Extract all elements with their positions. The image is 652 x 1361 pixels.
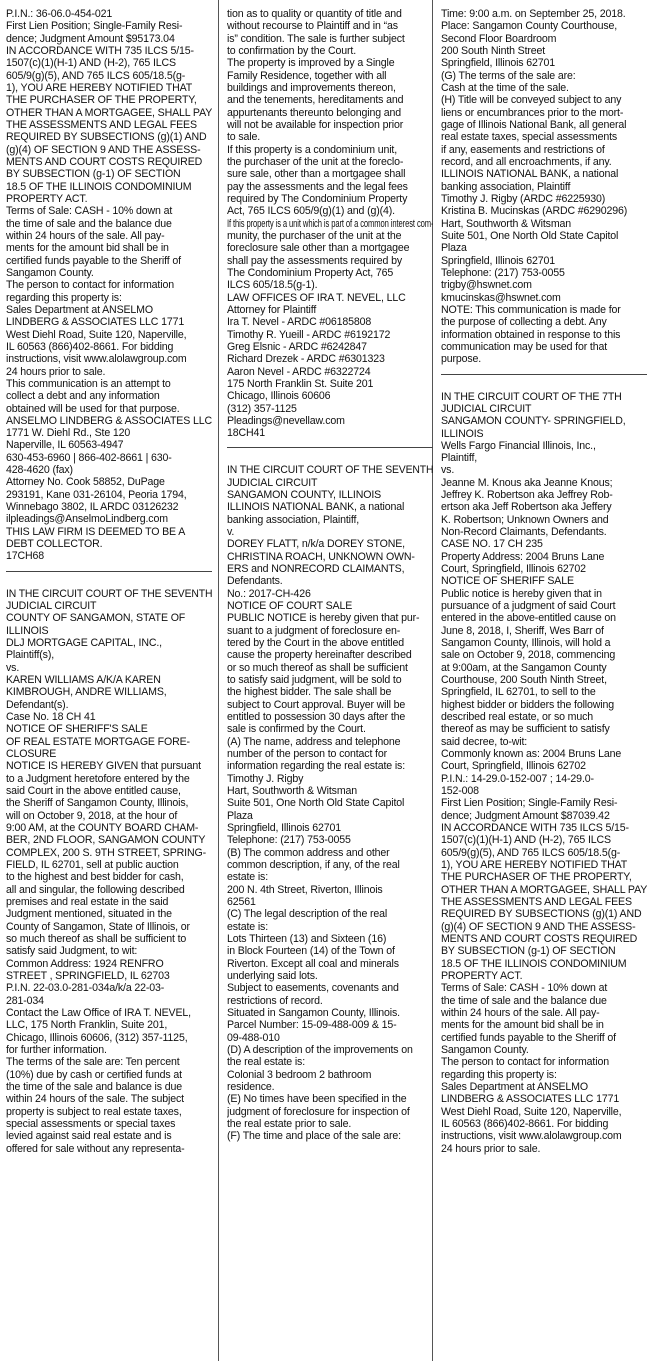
notice-line: Hart, Southworth & Witsman	[441, 217, 572, 230]
notice-line: ilpleadings@AnselmoLindberg.com	[6, 513, 168, 526]
notice-line: sure sale, other than a mortgagee shall	[227, 168, 406, 181]
notice-line: Sangamon County.	[6, 266, 94, 279]
notice-line: ILLINOIS NATIONAL BANK, a national	[441, 168, 619, 181]
notice-line: If this property is a unit which is part of a common interest com-	[227, 217, 433, 230]
notice-line: Non-Record Claimants, Defendants.	[441, 526, 607, 539]
notice-line: West Diehl Road, Suite 120, Naperville,	[441, 1105, 622, 1118]
notice-line: NOTICE OF COURT SALE	[227, 600, 353, 613]
notice-line: vs.	[441, 464, 455, 477]
notice-line: Courthouse, 200 South Ninth Street,	[441, 674, 607, 687]
notice-line: sale is confirmed by the Court.	[227, 723, 366, 736]
notice-line: Suite 501, One North Old State Capitol	[227, 797, 405, 810]
notice-line: KIMBROUGH, ANDRE WILLIAMS,	[6, 686, 167, 699]
notice-line: communication may be used for that	[441, 340, 608, 353]
notice-line: Court, Springfield, Illinois 62702	[441, 563, 586, 576]
notice-line: the time of the sale and balance is due	[6, 1080, 182, 1093]
notice-line: record, and all encroachments, if any.	[441, 155, 612, 168]
notice-line: 18.5 OF THE ILLINOIS CONDOMINIUM	[6, 180, 192, 193]
notice-line: First Lien Position; Single-Family Resi-	[6, 20, 183, 33]
notice-line: so much thereof as shall be sufficient to	[6, 932, 187, 945]
notice-line: SANGAMON COUNTY- SPRINGFIELD,	[441, 415, 626, 428]
notice-line: 1), YOU ARE HEREBY NOTIFIED THAT	[6, 81, 193, 94]
notice-line: to confirmation by the Court.	[227, 44, 357, 57]
notice-line: (F) The time and place of the sale are:	[227, 1130, 401, 1143]
notice-line: ments for the amount bid shall be in	[441, 1019, 604, 1032]
notice-line: 09-488-010	[227, 1031, 280, 1044]
notice-line: THE ASSESSMENTS AND LEGAL FEES	[6, 118, 197, 131]
notice-block	[227, 8, 433, 439]
notice-line: entitled to possession 30 days after the	[227, 711, 406, 724]
notice-line: 18.5 OF THE ILLINOIS CONDOMINIUM	[441, 957, 627, 970]
notice-line: within 24 hours of the sale. The subject	[6, 1093, 184, 1106]
notice-line: Jeanne M. Knous aka Jeanne Knous;	[441, 476, 613, 489]
notice-line: (B) The common address and other	[227, 846, 390, 859]
notice-line: No.: 2017-CH-426	[227, 587, 311, 600]
notice-line: if any, easements and restrictions of	[441, 143, 605, 156]
notice-line: Parcel Number: 15-09-488-009 & 15-	[227, 1019, 397, 1032]
notice-line: Public notice is hereby given that in	[441, 587, 602, 600]
notice-line: Telephone: (217) 753-0055	[227, 834, 351, 847]
notice-line: Plaza	[227, 809, 253, 822]
notice-line: (g)(4) OF SECTION 9 AND THE ASSESS-	[441, 920, 636, 933]
notice-line: 18CH41	[227, 427, 266, 440]
notice-line: 200 N. 4th Street, Riverton, Illinois	[227, 883, 383, 896]
notice-line: Attorney No. Cook 58852, DuPage	[6, 476, 165, 489]
notice-line: tion as to quality or quantity of title and	[227, 8, 402, 20]
notice-line: (312) 357-1125	[227, 402, 297, 415]
notice-line: tered by the Court in the above entitled	[227, 637, 404, 650]
notice-line: Naperville, IL 60563-4947	[6, 439, 124, 452]
notice-line: IN THE CIRCUIT COURT OF THE 7TH	[441, 390, 622, 403]
notice-line: Chicago, Illinois 60606, (312) 357-1125,	[6, 1031, 188, 1044]
notice-line: ANSELMO LINDBERG & ASSOCIATES LLC	[6, 414, 212, 427]
notice-line: Time: 9:00 a.m. on September 25, 2018.	[441, 8, 626, 20]
notice-line: required by The Condominium Property	[227, 192, 408, 205]
notice-line: JUDICIAL CIRCUIT	[441, 402, 532, 415]
notice-line: Winnebago 3802, IL ARDC 03126232	[6, 501, 179, 514]
notice-line: Situated in Sangamon County, Illinois.	[227, 1006, 400, 1019]
notice-line: MENTS AND COURT COSTS REQUIRED	[441, 932, 638, 945]
notice-line: Act, 765 ILCS 605/9(g)(1) and (g)(4).	[227, 205, 395, 218]
notice-line: 1507(c)(1)(H-1) AND (H-2), 765 ILCS	[441, 834, 611, 847]
notice-line: REQUIRED BY SUBSECTIONS (g)(1) AND	[6, 131, 207, 144]
notice-block	[227, 464, 433, 1142]
notice-line: Suite 501, One North Old State Capitol	[441, 229, 619, 242]
notice-line: the Sheriff of Sangamon County, Illinois,	[6, 797, 189, 810]
notice-line: NOTICE OF SHERIFF'S SALE	[6, 723, 148, 736]
notice-line: IL 60563 (866)402-8661. For bidding	[441, 1117, 609, 1130]
notice-line: foreclosure sale other than a mortgagee	[227, 242, 410, 255]
notice-line: certified funds payable to the Sheriff of	[441, 1031, 616, 1044]
notice-line: restrictions of record.	[227, 994, 323, 1007]
notice-line: Springfield, Illinois 62701	[441, 254, 556, 267]
notice-line: Greg Elsnic - ARDC #6242847	[227, 340, 367, 353]
notice-line: IN ACCORDANCE WITH 735 ILCS 5/15-	[6, 44, 194, 57]
notice-line: P.I.N. 22-03.0-281-034a/k/a 22-03-	[6, 982, 165, 995]
notice-line: LAW OFFICES OF IRA T. NEVEL, LLC	[227, 291, 406, 304]
notice-line: BY SUBSECTION (g-1) OF SECTION	[441, 945, 616, 958]
notice-block	[6, 8, 212, 563]
notice-line: KAREN WILLIAMS A/K/A KAREN	[6, 674, 161, 687]
notice-line: PROPERTY ACT.	[441, 969, 523, 982]
notice-line: SANGAMON COUNTY, ILLINOIS	[227, 489, 382, 502]
notice-line: ILLINOIS	[441, 427, 484, 440]
notice-line: LLC, 175 North Franklin, Suite 201,	[6, 1019, 168, 1032]
notice-line: the real estate prior to sale.	[227, 1117, 352, 1130]
notice-line: P.I.N.: 36-06.0-454-021	[6, 8, 113, 20]
notice-line: 1507(c)(1)(H-1) AND (H-2), 765 ILCS	[6, 57, 176, 70]
notice-line: 605/9(g)(5), AND 765 ILCS 605/18.5(g-	[6, 69, 186, 82]
notice-line: 200 South Ninth Street	[441, 44, 546, 57]
notice-line: DOREY FLATT, n/k/a DOREY STONE,	[227, 538, 405, 551]
notice-line: Subject to easements, covenants and	[227, 982, 399, 995]
notice-line: Riverton. Except all coal and minerals	[227, 957, 399, 970]
notice-line: the time of sale and the balance due	[441, 994, 607, 1007]
notice-line: ILLINOIS	[6, 624, 49, 637]
notice-line: THE PURCHASER OF THE PROPERTY,	[6, 94, 197, 107]
notice-line: said decree, to-wit:	[441, 735, 528, 748]
notice-line: Ira T. Nevel - ARDC #06185808	[227, 316, 372, 329]
notice-line: banking association, Plaintiff	[441, 180, 571, 193]
notice-line: Judgment mentioned, situated in the	[6, 908, 172, 921]
notice-line: without recourse to Plaintiff and in “as	[227, 20, 398, 33]
notice-line: residence.	[227, 1080, 275, 1093]
notice-line: the purpose of collecting a debt. Any	[441, 316, 607, 329]
notice-line: estate is:	[227, 871, 269, 884]
notice-line: THE ASSESSMENTS AND LEGAL FEES	[441, 895, 632, 908]
notice-line: certified funds payable to the Sheriff of	[6, 254, 181, 267]
notice-line: Timothy R. Yueill - ARDC #6192172	[227, 328, 391, 341]
notice-line: BER, 2ND FLOOR, SANGAMON COUNTY	[6, 834, 206, 847]
notice-line: NOTICE IS HEREBY GIVEN that pursuant	[6, 760, 201, 773]
notice-line: is” condition. The sale is further subject	[227, 32, 405, 45]
notice-line: OTHER THAN A MORTGAGEE, SHALL PAY	[441, 883, 647, 896]
notice-line: (g)(4) OF SECTION 9 AND THE ASSESS-	[6, 143, 201, 156]
notice-block	[441, 8, 647, 366]
notice-line: or so much thereof as shall be sufficient	[227, 661, 408, 674]
notice-line: within 24 hours of the sale. All pay-	[6, 229, 165, 242]
notice-line: Common Address: 1924 RENFRO	[6, 957, 164, 970]
notice-line: 24 hours prior to sale.	[441, 1142, 541, 1155]
notice-divider	[6, 571, 212, 572]
notice-line: CHRISTINA ROACH, UNKNOWN OWN-	[227, 550, 415, 563]
notice-line: REQUIRED BY SUBSECTIONS (g)(1) AND	[441, 908, 642, 921]
notice-line: Wells Fargo Financial Illinois, Inc.,	[441, 439, 596, 452]
notice-line: NOTICE OF SHERIFF SALE	[441, 575, 574, 588]
notice-line: MENTS AND COURT COSTS REQUIRED	[6, 155, 203, 168]
notice-line: CASE NO. 17 CH 235	[441, 538, 543, 551]
notice-line: Sales Department at ANSELMO	[6, 303, 153, 316]
notice-line: regarding this property is:	[6, 291, 122, 304]
notice-line: ILCS 605/18.5(g-1).	[227, 279, 318, 292]
notice-line: DLJ MORTGAGE CAPITAL, INC.,	[6, 637, 162, 650]
notice-line: v.	[227, 526, 235, 539]
notice-line: Property Address: 2004 Bruns Lane	[441, 550, 605, 563]
notice-line: trigby@hswnet.com	[441, 279, 532, 292]
notice-line: Plaintiff(s),	[6, 649, 55, 662]
notice-line: regarding this property is:	[441, 1068, 557, 1081]
notice-line: THE PURCHASER OF THE PROPERTY,	[441, 871, 632, 884]
notice-line: Defendants.	[227, 575, 283, 588]
notice-line: the real estate is:	[227, 1056, 306, 1069]
notice-line: The terms of the sale are: Ten percent	[6, 1056, 180, 1069]
notice-line: COUNTY OF SANGAMON, STATE OF	[6, 612, 186, 625]
notice-line: PUBLIC NOTICE is hereby given that pur-	[227, 612, 420, 625]
notice-line: IN THE CIRCUIT COURT OF THE SEVENTH	[6, 587, 212, 600]
notice-line: suant to a judgment of foreclosure en-	[227, 624, 401, 637]
notice-line: COMPLEX, 200 S. 9TH STREET, SPRING-	[6, 846, 206, 859]
notice-line: (E) No times have been specified in the	[227, 1093, 407, 1106]
notice-line: 1771 W. Diehl Rd., Ste 120	[6, 427, 131, 440]
notice-line: cause the property hereinafter described	[227, 649, 412, 662]
notice-line: levied against said real estate and is	[6, 1130, 172, 1143]
notice-line: (C) The legal description of the real	[227, 908, 388, 921]
notice-divider	[441, 374, 647, 375]
notice-line: appurtenants thereunto belonging and	[227, 106, 402, 119]
notice-line: ments for the amount bid shall be in	[6, 242, 169, 255]
notice-line: banking association, Plaintiff,	[227, 513, 360, 526]
notice-line: Timothy J. Rigby	[227, 772, 304, 785]
notice-line: information obtained in response to this	[441, 328, 621, 341]
notice-line: within 24 hours of the sale. All pay-	[441, 1006, 600, 1019]
notice-line: (A) The name, address and telephone	[227, 735, 401, 748]
notice-line: underlying said lots.	[227, 969, 318, 982]
notice-line: Defendant(s).	[6, 698, 69, 711]
notice-line: kmucinskas@hswnet.com	[441, 291, 561, 304]
notice-line: NOTE: This communication is made for	[441, 303, 621, 316]
notice-line: described real estate, or so much	[441, 711, 594, 724]
notice-line: judgment of foreclosure for inspection of	[227, 1105, 410, 1118]
notice-line: (G) The terms of the sale are:	[441, 69, 576, 82]
notice-line: (H) Title will be conveyed subject to any	[441, 94, 622, 107]
notice-line: 630-453-6960 | 866-402-8661 | 630-	[6, 451, 172, 464]
notice-line: for further information.	[6, 1043, 107, 1056]
notice-line: thereof as may be sufficient to satisfy	[441, 723, 610, 736]
notice-divider	[227, 447, 433, 448]
notice-line: instructions, visit www.alolawgroup.com	[6, 353, 187, 366]
notice-line: dence; Judgment Amount $87039.42	[441, 809, 610, 822]
notice-line: Commonly known as: 2004 Bruns Lane	[441, 748, 622, 761]
notice-line: 281-034	[6, 994, 44, 1007]
notice-line: STREET , SPRINGFIELD, IL 62703	[6, 969, 170, 982]
notice-line: to a Judgment heretofore entered by the	[6, 772, 190, 785]
notice-line: real estate taxes, special assessments	[441, 131, 618, 144]
notice-line: 293191, Kane 031-26104, Peoria 1794,	[6, 488, 187, 501]
notice-block	[441, 391, 647, 1155]
column-rule	[218, 0, 219, 1361]
notice-line: pay the assessments and the legal fees	[227, 180, 408, 193]
column-1	[6, 8, 212, 1361]
notice-line: P.I.N.: 14-29.0-152-007 ; 14-29.0-	[441, 772, 594, 785]
notice-line: Springfield, IL 62701, to sell to the	[441, 686, 596, 699]
notice-line: common description, if any, of the real	[227, 858, 400, 871]
notice-line: Contact the Law Office of IRA T. NEVEL,	[6, 1006, 191, 1019]
notice-line: Springfield, Illinois 62701	[227, 822, 342, 834]
notice-line: 175 North Franklin St. Suite 201	[227, 377, 374, 390]
notice-line: LINDBERG & ASSOCIATES LLC 1771	[441, 1093, 620, 1106]
notice-line: instructions, visit www.alolawgroup.com	[441, 1130, 622, 1143]
notice-line: subject to Court approval. Buyer will be	[227, 698, 406, 711]
notice-line: The property is improved by a Single	[227, 57, 395, 70]
notice-line: Kristina B. Mucinskas (ARDC #6290296)	[441, 205, 628, 218]
notice-line: ertson aka Jeff Robertson aka Jeffery	[441, 501, 612, 514]
notice-line: Colonial 3 bedroom 2 bathroom	[227, 1068, 372, 1081]
notice-line: OTHER THAN A MORTGAGEE, SHALL PAY	[6, 106, 212, 119]
notice-line: said Court in the above entitled cause,	[6, 785, 181, 798]
notice-line: Hart, Southworth & Witsman	[227, 785, 358, 798]
notice-line: County of Sangamon, State of Illinois, or	[6, 920, 190, 933]
notice-line: Case No. 18 CH 41	[6, 711, 96, 724]
notice-line: West Diehl Road, Suite 120, Naperville,	[6, 328, 187, 341]
column-3	[441, 8, 647, 1361]
notice-line: Richard Drezek - ARDC #6301323	[227, 353, 385, 366]
notice-line: will on October 9, 2018, at the hour of	[6, 809, 178, 822]
notice-line: to satisfy said judgment, will be sold to	[227, 674, 402, 687]
notice-line: highest bidder or bidders the following	[441, 698, 614, 711]
notice-line: Plaintiff,	[441, 452, 478, 465]
notice-line: LINDBERG & ASSOCIATES LLC 1771	[6, 316, 185, 329]
notice-line: at 9:00am, at the Sangamon County	[441, 661, 607, 674]
notice-line: Terms of Sale: CASH - 10% down at	[6, 205, 173, 218]
notice-line: Court, Springfield, Illinois 62702	[441, 760, 586, 773]
notice-block	[6, 588, 212, 1155]
notice-line: Place: Sangamon County Courthouse,	[441, 20, 618, 33]
notice-line: Aaron Nevel - ARDC #6322724	[227, 365, 371, 378]
notice-line: This communication is an attempt to	[6, 377, 171, 390]
notice-line: dence; Judgment Amount $95173.04	[6, 32, 175, 45]
notice-line: 152-008	[441, 785, 479, 798]
notice-line: liens or encumbrances prior to the mort-	[441, 106, 624, 119]
notice-line: premises and real estate in the said	[6, 895, 169, 908]
notice-line: Jeffrey K. Robertson aka Jeffrey Rob-	[441, 489, 613, 502]
notice-line: gage of Illinois National Bank, all general	[441, 118, 627, 131]
notice-line: all and singular, the following described	[6, 883, 185, 896]
notice-line: purpose.	[441, 353, 482, 366]
notice-line: 9:00 AM, at the COUNTY BOARD CHAM-	[6, 822, 199, 834]
notice-line: Family Residence, together with all	[227, 69, 387, 82]
notice-line: number of the person to contact for	[227, 748, 388, 761]
notice-line: will not be available for inspection prior	[227, 118, 404, 131]
notice-line: THIS LAW FIRM IS DEEMED TO BE A	[6, 525, 186, 538]
notice-line: Sangamon County, Illinois, will hold a	[441, 637, 611, 650]
notice-line: IN ACCORDANCE WITH 735 ILCS 5/15-	[441, 822, 629, 834]
notice-line: the time of sale and the balance due	[6, 217, 172, 230]
notice-line: the purchaser of the unit at the foreclo-	[227, 155, 404, 168]
notice-line: to the highest and best bidder for cash,	[6, 871, 184, 884]
notice-line: 17CH68	[6, 550, 45, 563]
notice-line: DEBT COLLECTOR.	[6, 538, 103, 551]
notice-line: Springfield, Illinois 62701	[441, 57, 556, 70]
notice-line: Telephone: (217) 753-0055	[441, 266, 565, 279]
notice-line: June 8, 2018, I, Sheriff, Wes Barr of	[441, 624, 604, 637]
notice-line: satisfy said Judgment, to wit:	[6, 945, 138, 958]
notice-line: property is subject to real estate taxes,	[6, 1105, 182, 1118]
notice-line: 62561	[227, 895, 256, 908]
notice-line: the highest bidder. The sale shall be	[227, 686, 392, 699]
notice-line: in Block Fourteen (14) of the Town of	[227, 945, 395, 958]
notice-line: Cash at the time of the sale.	[441, 81, 569, 94]
notice-line: ILLINOIS NATIONAL BANK, a national	[227, 501, 405, 514]
notice-line: (D) A description of the improvements on	[227, 1043, 413, 1056]
notice-line: vs.	[6, 661, 20, 674]
notice-line: (10%) due by cash or certified funds at	[6, 1068, 182, 1081]
notice-line: ERS and NONRECORD CLAIMANTS,	[227, 563, 405, 576]
notice-line: The Condominium Property Act, 765	[227, 266, 394, 279]
notice-line: Lots Thirteen (13) and Sixteen (16)	[227, 932, 387, 945]
notice-line: and the tenements, hereditaments and	[227, 94, 404, 107]
notice-line: Terms of Sale: CASH - 10% down at	[441, 982, 608, 995]
notice-line: entered in the above-entitled cause on	[441, 612, 616, 625]
notice-line: Second Floor Boardroom	[441, 32, 557, 45]
notice-line: obtained will be used for that purpose.	[6, 402, 180, 415]
notice-line: 1), YOU ARE HEREBY NOTIFIED THAT	[441, 858, 628, 871]
notice-line: information regarding the real estate is:	[227, 760, 406, 773]
notice-line: collect a debt and any information	[6, 390, 160, 403]
notice-line: CLOSURE	[6, 748, 57, 761]
notice-line: munity, the purchaser of the unit at the	[227, 229, 402, 242]
notice-line: K. Robertson; Unknown Owners and	[441, 513, 609, 526]
notice-line: to sale.	[227, 131, 261, 144]
notice-line: JUDICIAL CIRCUIT	[6, 600, 97, 613]
notice-line: BY SUBSECTION (g-1) OF SECTION	[6, 168, 181, 181]
notice-line: Sales Department at ANSELMO	[441, 1080, 588, 1093]
notice-line: OF REAL ESTATE MORTGAGE FORE-	[6, 735, 190, 748]
notice-line: The person to contact for information	[6, 279, 174, 292]
notice-line: Attorney for Plaintiff	[227, 303, 317, 316]
notice-line: special assessments or special taxes	[6, 1117, 176, 1130]
column-2	[227, 8, 433, 1361]
notice-line: IN THE CIRCUIT COURT OF THE SEVENTH	[227, 464, 433, 477]
notice-line: FIELD, IL 62701, sell at public auction	[6, 858, 179, 871]
notice-line: First Lien Position; Single-Family Resi-	[441, 797, 618, 810]
notice-line: Timothy J. Rigby (ARDC #6225930)	[441, 192, 606, 205]
notice-line: Plaza	[441, 242, 467, 255]
notice-line: 605/9(g)(5), AND 765 ILCS 605/18.5(g-	[441, 846, 621, 859]
notice-line: 24 hours prior to sale.	[6, 365, 106, 378]
notice-line: shall pay the assessments required by	[227, 254, 403, 267]
notice-line: If this property is a condominium unit,	[227, 143, 398, 156]
notice-line: The person to contact for information	[441, 1056, 609, 1069]
notice-line: pursuance of a judgment of said Court	[441, 600, 616, 613]
notice-line: Pleadings@nevellaw.com	[227, 414, 345, 427]
notice-line: IL 60563 (866)402-8661. For bidding	[6, 340, 174, 353]
notice-line: offered for sale without any representa-	[6, 1142, 185, 1155]
notice-line: Chicago, Illinois 60606	[227, 390, 331, 403]
notice-line: estate is:	[227, 920, 269, 933]
notice-line: sale on October 9, 2018, commencing	[441, 649, 616, 662]
notice-line: PROPERTY ACT.	[6, 192, 88, 205]
notice-line: Sangamon County.	[441, 1043, 529, 1056]
notice-line: buildings and improvements thereon,	[227, 81, 396, 94]
notice-line: 428-4620 (fax)	[6, 464, 73, 477]
notice-line: JUDICIAL CIRCUIT	[227, 476, 318, 489]
